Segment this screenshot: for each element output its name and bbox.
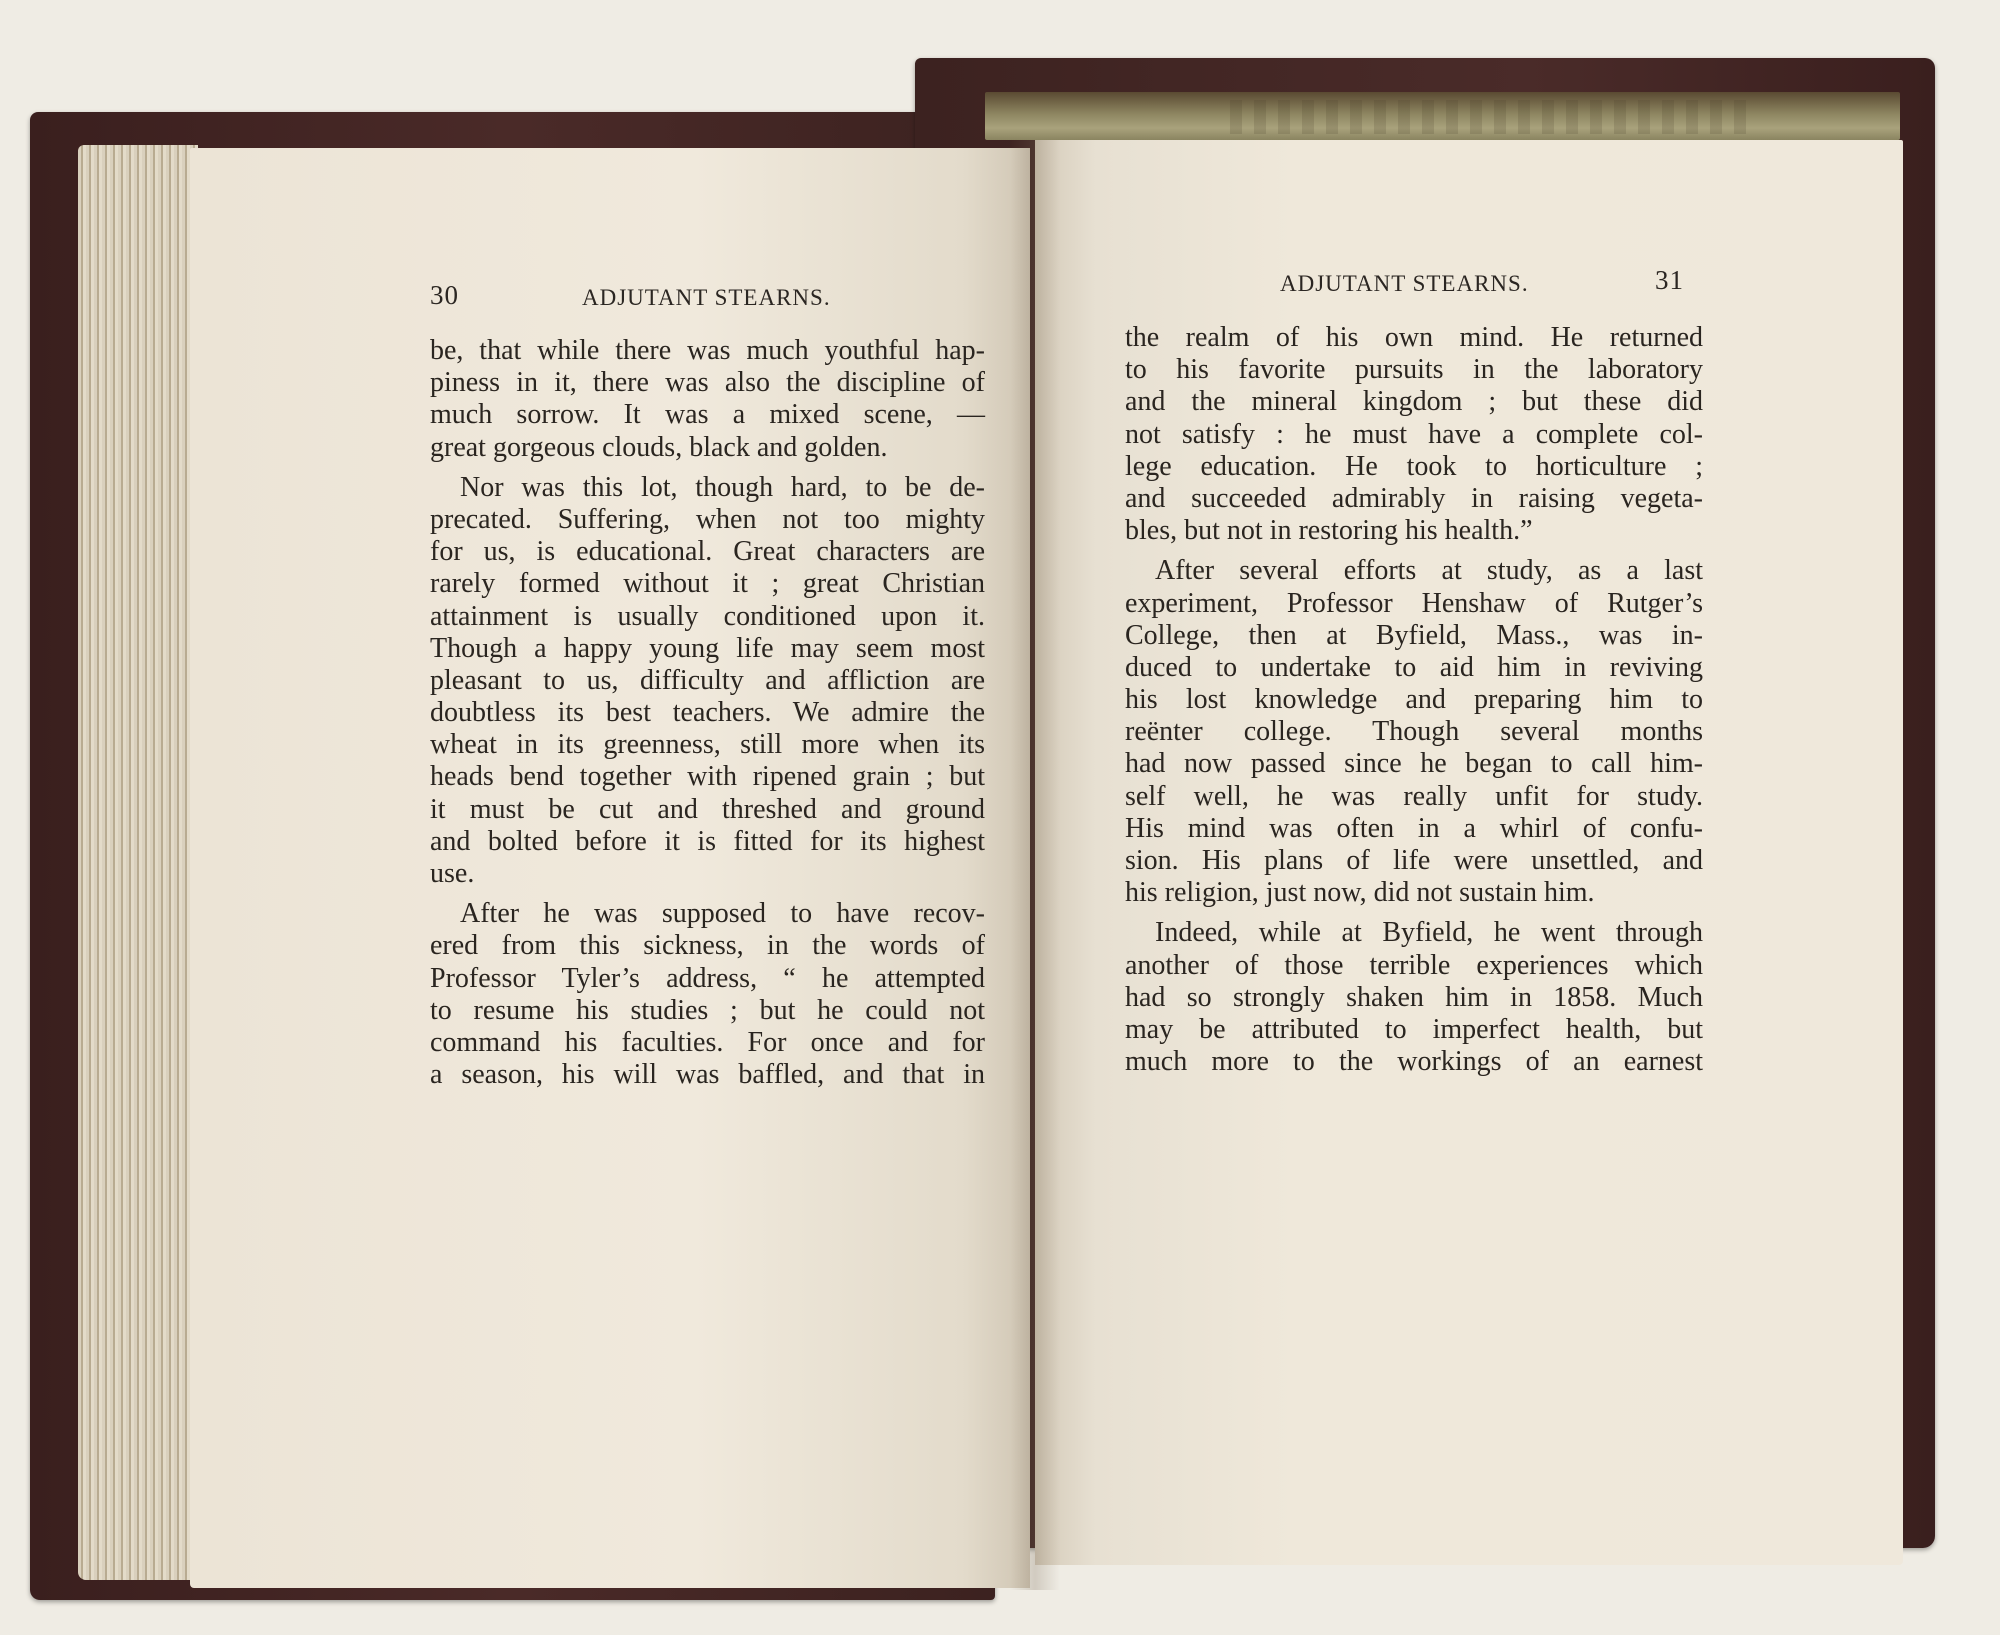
text-line: and bolted before it is fitted for its highest	[430, 825, 985, 857]
text-line: College, then at Byfield, Mass., was in-	[1125, 619, 1703, 651]
text-line: After several efforts at study, as a last	[1155, 555, 1703, 587]
text-line: to his favorite pursuits in the laboratory	[1125, 354, 1703, 386]
text-line: Indeed, while at Byfield, he went through	[1155, 917, 1703, 949]
left-page-number: 30	[430, 280, 459, 310]
paragraph-gap	[430, 890, 985, 898]
text-line: may be attributed to imperfect health, but	[1125, 1013, 1703, 1045]
text-line: rarely formed without it ; great Christian	[430, 568, 985, 600]
paragraph	[1125, 322, 1703, 547]
text-line: His mind was often in a whirl of confu-	[1125, 812, 1703, 844]
text-line: bles, but not in restoring his health.”	[1125, 515, 1533, 547]
text-line: Though a happy young life may seem most	[430, 632, 985, 664]
left-page-body	[430, 335, 985, 1091]
text-line: much more to the workings of an earnest	[1125, 1046, 1703, 1078]
text-line: sion. His plans of life were unsettled, and	[1125, 845, 1703, 876]
text-line: doubtless its best teachers. We admire the	[430, 697, 985, 729]
text-line: command his faculties. For once and for	[430, 1026, 985, 1058]
paragraph	[430, 898, 985, 1091]
text-line: had so strongly shaken him in 1858. Much	[1125, 981, 1703, 1013]
text-line: it must be cut and threshed and ground	[430, 793, 985, 825]
right-page-body	[1125, 322, 1703, 1078]
text-line: a season, his will was baffled, and that in	[430, 1059, 985, 1091]
text-line: duced to undertake to aid him in reviving	[1125, 651, 1703, 683]
text-line: and the mineral kingdom ; but these did	[1125, 386, 1703, 418]
text-line: had now passed since he began to call him-	[1125, 748, 1703, 780]
text-line: wheat in its greenness, still more when its	[430, 729, 985, 761]
text-line: another of those terrible experiences which	[1125, 949, 1703, 981]
text-line: his religion, just now, did not sustain him.	[1125, 877, 1595, 909]
text-line: precated. Suffering, when not too mighty	[430, 503, 985, 535]
text-line: to resume his studies ; but he could not	[430, 994, 985, 1026]
paragraph	[1125, 917, 1703, 1078]
right-running-head: ADJUTANT STEARNS.	[1280, 271, 1529, 296]
text-line: experiment, Professor Henshaw of Rutger’s	[1125, 587, 1703, 619]
paragraph-gap	[1125, 547, 1703, 555]
text-line: Professor Tyler’s address, “ he attempted	[430, 962, 985, 994]
paragraph	[1125, 555, 1703, 909]
text-line: for us, is educational. Great characters are	[430, 536, 985, 568]
text-line: use.	[430, 858, 475, 889]
paragraph-gap	[1125, 909, 1703, 917]
text-line: the realm of his own mind. He returned	[1125, 322, 1703, 353]
left-running-head: ADJUTANT STEARNS.	[582, 285, 831, 310]
text-line: piness in it, there was also the discipline of	[430, 367, 985, 399]
paragraph-gap	[430, 464, 985, 472]
text-line: pleasant to us, difficulty and affliction are	[430, 664, 985, 696]
text-line: be, that while there was much youthful hap-	[430, 335, 985, 366]
text-line: not satisfy : he must have a complete col-	[1125, 418, 1703, 450]
text-line: ered from this sickness, in the words of	[430, 930, 985, 962]
page-fore-edge	[78, 145, 198, 1580]
gilt-edge-stamp	[1230, 100, 1750, 134]
text-line: Nor was this lot, though hard, to be de-	[460, 471, 985, 503]
text-line: and succeeded admirably in raising vegeta-	[1125, 482, 1703, 514]
book-gutter	[1010, 140, 1060, 1590]
text-line: much sorrow. It was a mixed scene, —	[430, 399, 985, 431]
paragraph	[430, 335, 985, 464]
text-line: his lost knowledge and preparing him to	[1125, 684, 1703, 716]
right-page-number: 31	[1655, 265, 1684, 295]
paragraph	[430, 472, 985, 890]
text-line: After he was supposed to have recov-	[460, 898, 985, 930]
text-line: heads bend together with ripened grain ; but	[430, 761, 985, 793]
text-line: lege education. He took to horticulture ;	[1125, 450, 1703, 482]
text-line: great gorgeous clouds, black and golden.	[430, 431, 888, 463]
text-line: self well, he was really unfit for study.	[1125, 780, 1703, 812]
text-line: attainment is usually conditioned upon it.	[430, 600, 985, 632]
text-line: reënter college. Though several months	[1125, 716, 1703, 748]
